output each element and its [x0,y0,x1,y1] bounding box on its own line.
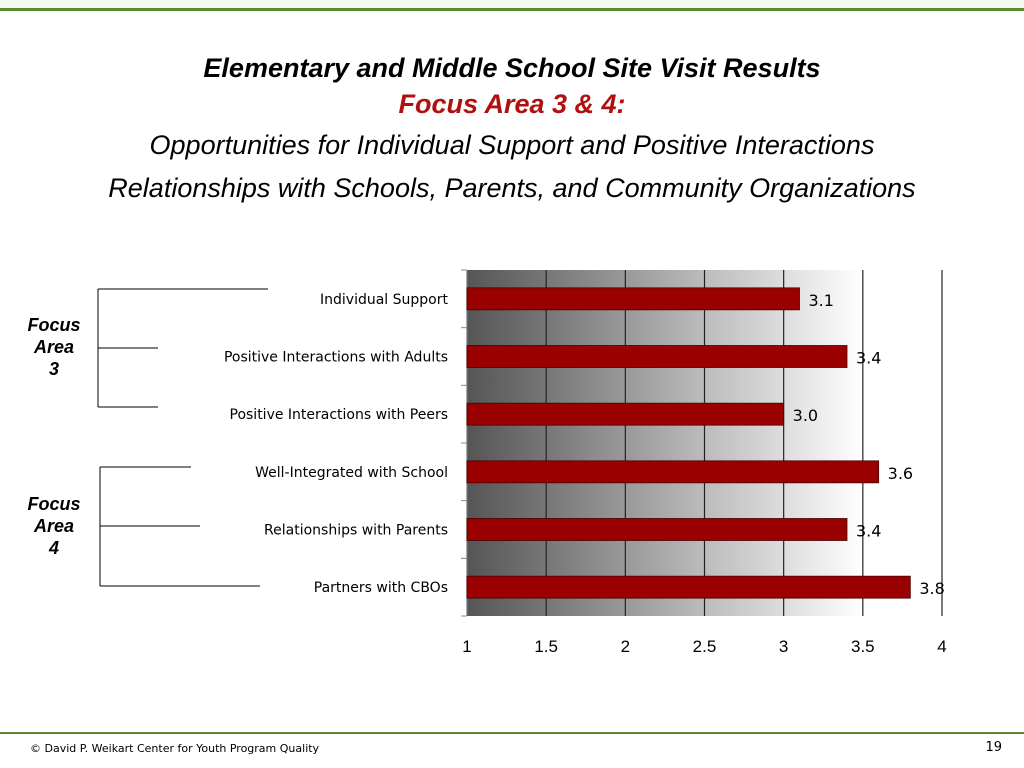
slide-title: Elementary and Middle School Site Visit Results [203,53,821,83]
category-label-2: Positive Interactions with Peers [229,407,448,424]
x-tick-label-2: 2 [620,637,631,656]
value-label-5: 3.8 [919,579,945,599]
category-label-1: Positive Interactions with Adults [223,349,448,366]
bar-5 [467,576,910,598]
value-label-1: 3.4 [856,348,882,368]
focus-area-3-line-3: 3 [48,359,59,379]
x-tick-label-6: 4 [937,637,947,656]
plot-background [467,270,863,616]
page-number: 19 [985,740,1002,755]
value-label-0: 3.1 [808,290,834,310]
category-label-0: Individual Support [320,291,448,308]
footer-rule [0,732,1024,734]
category-label-4: Relationships with Parents [264,522,448,539]
x-tick-label-1: 1.5 [534,637,558,656]
value-label-2: 3.0 [792,406,819,426]
bar-2 [467,403,784,425]
category-label-5: Partners with CBOs [313,580,448,597]
slide-subtitle: Focus Area 3 & 4: [398,89,626,119]
focus-area-3-line-1: Focus [27,315,81,335]
focus-area-3-line-2: Area [33,337,75,357]
plot-area [224,270,947,656]
focus-area-4-line-1: Focus [27,494,81,514]
bar-0 [467,288,800,310]
bar-4 [467,519,847,541]
bar-1 [467,346,847,368]
category-label-3: Well-Integrated with School [255,464,448,481]
x-tick-label-5: 3.5 [851,637,875,656]
value-label-3: 3.6 [887,463,914,483]
focus-area-4-line-2: Area [33,516,75,536]
slide-line-3: Opportunities for Individual Support and Positive Interactions [149,130,875,160]
x-tick-label-0: 1 [462,637,472,656]
x-tick-label-4: 3 [778,637,789,656]
focus-area-3-bracket [98,289,268,407]
bar-3 [467,461,879,483]
x-tick-label-3: 2.5 [692,637,717,656]
footer-copyright: © David P. Weikart Center for Youth Program Quality [30,742,320,755]
value-label-4: 3.4 [856,521,882,541]
focus-area-4-bracket [100,467,260,586]
focus-area-4-line-3: 4 [48,538,59,558]
slide-line-4: Relationships with Schools, Parents, and Community Organizations [108,173,916,203]
